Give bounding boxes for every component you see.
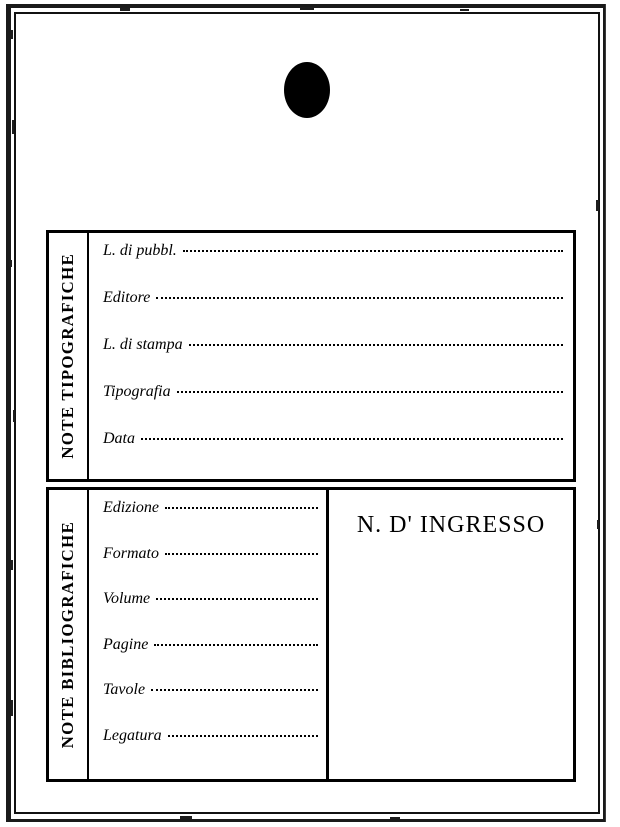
field-label-volume: Volume (103, 590, 151, 607)
field-label-edizione: Edizione (103, 499, 159, 516)
punch-hole-icon (284, 62, 330, 118)
section-note-tipografiche (46, 230, 576, 482)
field-label-editore: Editore (103, 289, 151, 307)
field-input-legatura[interactable] (168, 726, 318, 740)
field-input-tipografia[interactable] (177, 382, 563, 396)
section-title-note-bibliografiche (49, 490, 89, 779)
field-input-l-di-stampa[interactable] (189, 335, 563, 349)
field-label-l-di-pubbl: L. di pubbl. (103, 242, 177, 260)
field-input-edizione[interactable] (165, 498, 318, 512)
field-label-pagine: Pagine (103, 635, 149, 653)
field-input-formato[interactable] (165, 544, 318, 558)
note-tipografiche-fields (89, 233, 573, 479)
field-row-edizione (103, 498, 318, 544)
field-label-legatura: Legatura (103, 726, 162, 744)
field-input-tavole[interactable] (151, 680, 318, 694)
vertical-label-text: NOTE BIBLIOGRAFICHE (58, 520, 77, 749)
field-label-tipografia: Tipografia (103, 382, 171, 400)
field-input-pagine[interactable] (154, 635, 318, 649)
field-row-formato (103, 544, 318, 590)
field-label-data: Data (103, 429, 135, 447)
field-row-l-di-stampa (103, 335, 563, 377)
field-row-l-di-pubbl (103, 241, 563, 283)
field-row-legatura (103, 726, 318, 772)
field-input-editore[interactable] (156, 288, 563, 302)
field-label-formato: Formato (103, 544, 159, 562)
field-input-volume[interactable] (156, 589, 318, 603)
section-note-bibliografiche (46, 487, 576, 782)
field-row-editore (103, 288, 563, 330)
note-bibliografiche-fields (89, 490, 329, 779)
field-input-data[interactable] (141, 429, 563, 443)
field-row-tavole (103, 680, 318, 726)
field-row-volume (103, 589, 318, 635)
field-input-l-di-pubbl[interactable] (183, 241, 563, 255)
field-row-tipografia (103, 382, 563, 424)
field-row-data (103, 429, 563, 471)
field-label-tavole: Tavole (103, 681, 146, 698)
vertical-label-text: NOTE TIPOGRAFICHE (58, 253, 77, 459)
ingresso-area[interactable] (329, 490, 573, 779)
field-row-pagine (103, 635, 318, 681)
ingresso-title: N. D' INGRESSO (356, 512, 546, 538)
field-label-l-di-stampa: L. di stampa (103, 335, 183, 353)
section-title-note-tipografiche (49, 233, 89, 479)
scan-right-edge (605, 4, 614, 822)
